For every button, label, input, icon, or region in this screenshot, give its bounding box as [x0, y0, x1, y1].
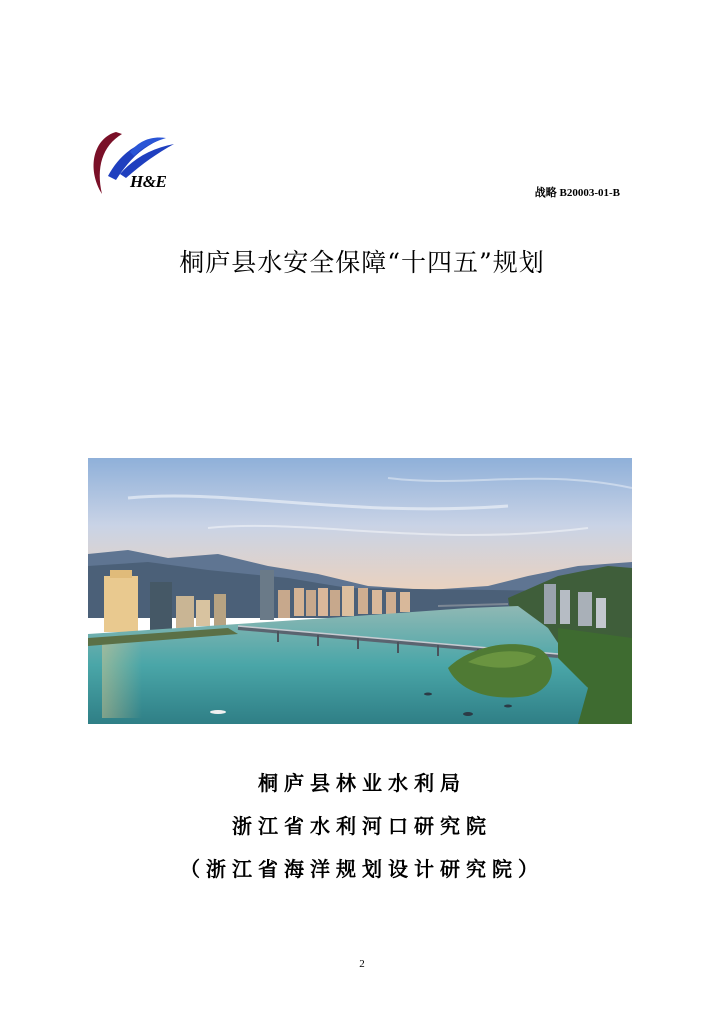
logo-text: H&E	[130, 172, 167, 191]
he-logo	[86, 124, 196, 200]
organization-name-3: （浙江省海洋规划设计研究院）	[180, 857, 544, 881]
page-title: 桐庐县水安全保障“十四五”规划	[179, 248, 545, 277]
cover-photo	[88, 458, 632, 724]
organization-name-1: 桐庐县林业水利局	[258, 771, 466, 795]
organization-name-2: 浙江省水利河口研究院	[232, 814, 492, 838]
page-number: 2	[359, 958, 365, 970]
document-code: 战略 B20003-01-B	[534, 187, 620, 199]
city-river-illustration	[88, 458, 632, 724]
